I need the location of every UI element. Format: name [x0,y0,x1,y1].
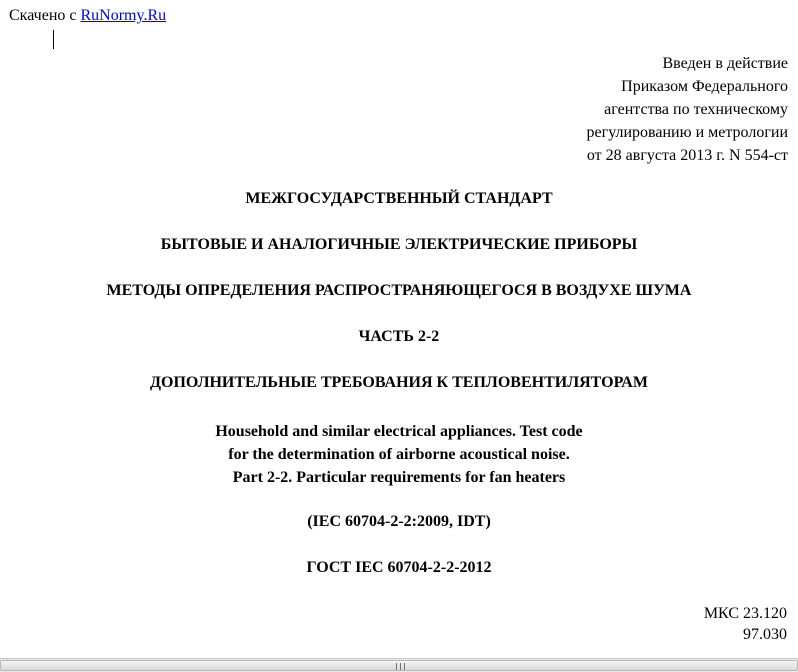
appliances-heading: БЫТОВЫЕ И АНАЛОГИЧНЫЕ ЭЛЕКТРИЧЕСКИЕ ПРИБОРЫ [160,236,638,253]
mks-code: МКС 23.120 [703,605,787,622]
runormy-link[interactable]: RuNormy.Ru [80,7,167,24]
english-title-line: Part 2-2. Particular requirements for fan heaters [232,469,566,486]
grip-icon [396,663,405,670]
downloaded-prefix: Скачено с [9,7,77,24]
methods-heading: МЕТОДЫ ОПРЕДЕЛЕНИЯ РАСПРОСТРАНЯЮЩЕГОСЯ В ВОЗДУХЕ ШУМА [106,282,692,299]
english-title-line: for the determination of airborne acoustical noise. [228,446,570,463]
horizontal-scrollbar[interactable] [0,658,798,672]
english-title [0,420,798,489]
enactment-line: Приказом Федерального [621,78,788,95]
enactment-line: агентства по техническому [604,101,788,118]
downloaded-from-line [9,6,166,25]
classification-codes [704,603,787,645]
enactment-line: от 28 августа 2013 г. N 554-ст [586,147,788,164]
english-title-line: Household and similar electrical appliances. Test code [215,423,583,440]
scrollbar-thumb[interactable] [0,660,798,671]
text-cursor [53,30,54,49]
part-heading: ЧАСТЬ 2-2 [358,328,440,345]
iec-reference: (IEC 60704-2-2:2009, IDT) [307,513,491,530]
requirements-heading: ДОПОЛНИТЕЛЬНЫЕ ТРЕБОВАНИЯ К ТЕПЛОВЕНТИЛЯТОРАМ [150,374,648,391]
enactment-note [587,52,788,167]
enactment-line: Введен в действие [662,55,788,72]
gost-number: ГОСТ IEC 60704-2-2-2012 [306,559,492,576]
interstate-standard-heading: МЕЖГОСУДАРСТВЕННЫЙ СТАНДАРТ [245,190,553,207]
mks-code-secondary: 97.030 [743,626,787,643]
enactment-line: регулированию и метрологии [586,124,788,141]
